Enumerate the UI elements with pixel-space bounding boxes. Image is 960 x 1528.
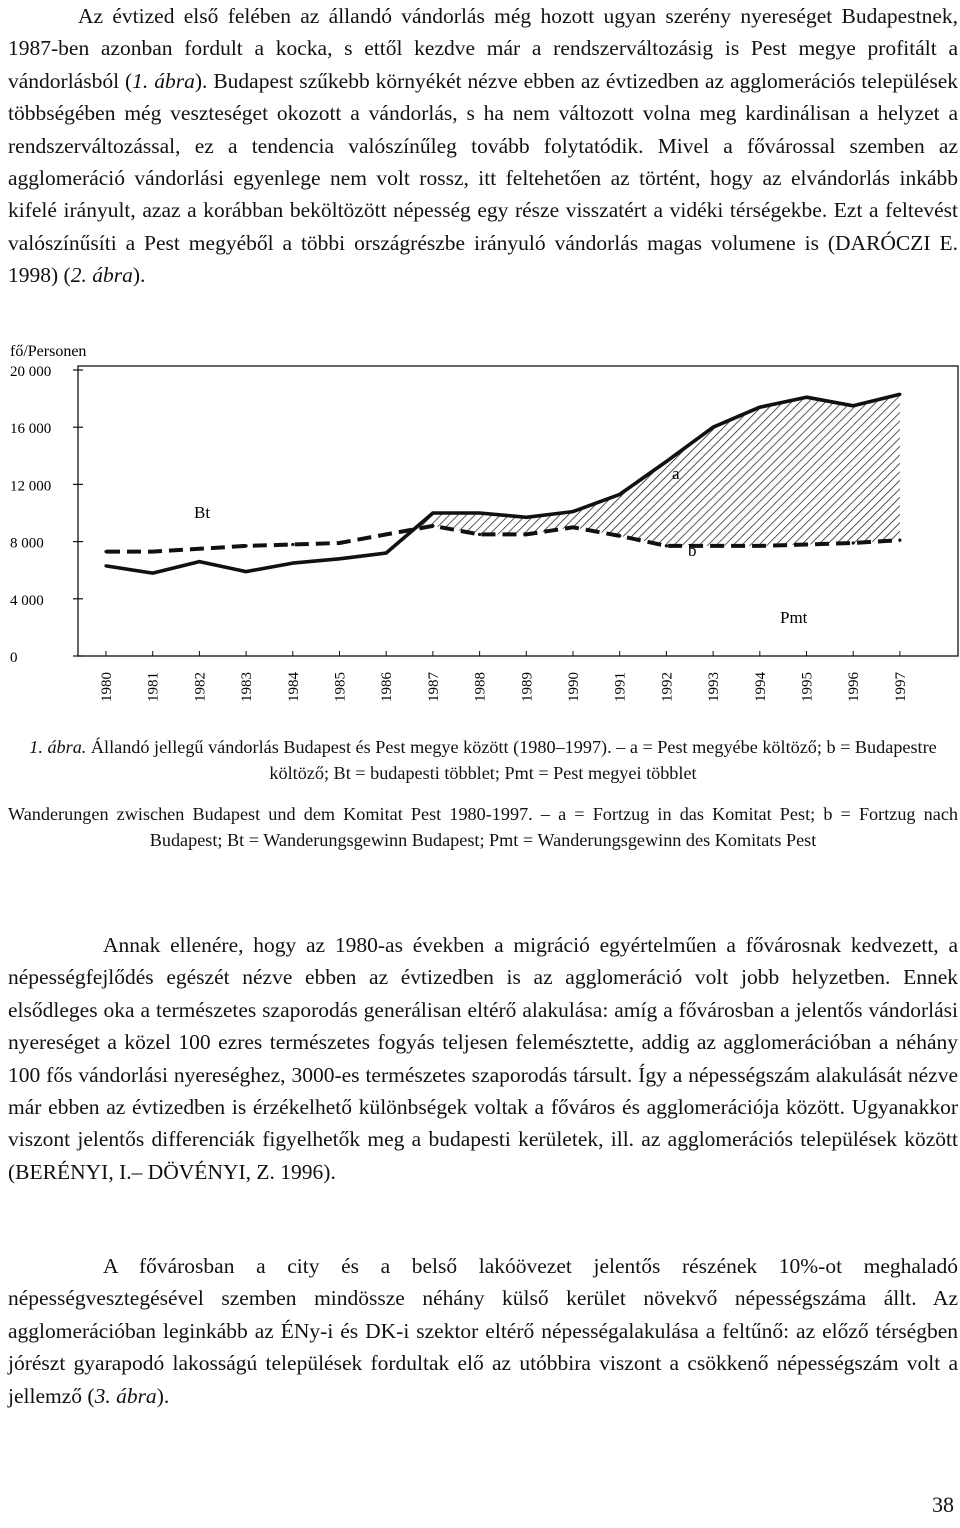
point-b-1992 [665, 544, 668, 547]
point-b-1987 [431, 524, 434, 527]
x-tick-label: 1991 [612, 672, 629, 702]
figure-caption-de: Wanderungen zwischen Budapest und dem Komitat Pest 1980-1997. – a = Fortzug in das Komitat Pest; b = Fortzug nach Budapest; Bt = Wanderungsgewinn Budapest; Pmt = Wanderungsgewinn des Komitats Pest [8, 804, 958, 850]
point-b-1995 [805, 543, 808, 546]
x-tick-label: 1982 [192, 672, 209, 702]
point-b-1993 [712, 544, 715, 547]
y-tick-label: 4 000 [10, 592, 44, 609]
point-b-1983 [245, 544, 248, 547]
x-tick-label: 1983 [239, 672, 256, 702]
x-tick-label: 1996 [846, 672, 863, 702]
y-tick-label: 0 [10, 650, 18, 666]
point-a-1992 [665, 460, 668, 463]
point-b-1986 [385, 533, 388, 536]
annotation-a: a [672, 464, 680, 483]
point-b-1996 [852, 541, 855, 544]
figure-ref-3: 3. ábra [94, 1383, 157, 1408]
p1-text-c: ). [132, 263, 146, 288]
x-tick-label: 1980 [99, 672, 115, 702]
y-axis-label: fő/Personen [10, 343, 87, 360]
point-a-1989 [525, 516, 528, 519]
x-tick-label: 1987 [425, 672, 442, 702]
point-a-1981 [151, 571, 154, 574]
caption-hu-text: Állandó jellegű vándorlás Budapest és Pest megye között (1980–1997). – a = Pest megyébe költöző; b = Budapestre költöző; Bt = budapesti többlet; Pmt = Pest megyei többlet [86, 737, 937, 783]
point-a-1983 [245, 570, 248, 573]
p3-text-a: A fővárosban a city és a belső lakóövezet jelentős részének 10%-ot meghaladó népességvesztegésével szemben mindössze néhány külső kerület növekvő népességszáma állt. Az agglomerációban leginkább az ÉNy-i és DK-i szektor eltérő népességalakulása a feltűnő: az előző térségben jórészt gyarapodó lakosságú települések fordultak elő az utóbbira viszont a csökkenő népességszám volt a jellemző ( [8, 1254, 958, 1408]
point-a-1982 [198, 560, 201, 563]
point-a-1994 [758, 406, 761, 409]
p1-text-b: ). Budapest szűkebb környékét nézve ebben az évtizedben az agglomerációs települések többségében még veszteséget okozott a vándorlás, s ha nem változott volna meg kardinálisan a helyzet a rendszerváltozással, ez a tendencia valószínűleg tovább folytatódik. Mivel a fővárossal szemben az agglomeráció vándorlási egyenlege nem volt rossz, itt feltehetően az történt, hogy az elvándorlás inkább kifelé irányult, azaz a korábban beköltözött népesség egy része visszatért a vidéki térségekbe. Ezt a feltevést valószínűsíti a Pest megyéből a többi országrészbe irányuló vándorlás magas volumene is (DARÓCZI E. 1998) ( [8, 68, 958, 288]
x-tick-label: 1993 [706, 672, 723, 702]
caption-label: 1. ábra. [29, 737, 87, 757]
x-tick-label: 1992 [659, 672, 676, 702]
hatched-surplus-area [853, 394, 900, 543]
point-b-1984 [291, 543, 294, 546]
paragraph-1 [8, 0, 958, 292]
x-tick-label: 1985 [332, 672, 349, 702]
page-number: 38 [932, 1492, 954, 1517]
y-tick-label: 12 000 [10, 478, 52, 495]
annotation-bt: Bt [194, 503, 211, 522]
figure-ref: 1. ábra [132, 68, 195, 93]
y-tick-label: 16 000 [10, 421, 52, 438]
annotation-b: b [688, 541, 697, 560]
point-a-1980 [104, 564, 107, 567]
paragraph-2: Annak ellenére, hogy az 1980-as években a migráció egyértelműen a fővárosnak kedvezett, a népességfejlődés egészét nézve ebben az évtizedben is az agglomeráció volt jobb helyzetben. Ennek elsődleges oka a természetes szaporodás generálisan eltérő alakulása: amíg a fővárosban a jelentős vándorlási nyereséget a közel 100 ezres természetes fogyás teljesen felemésztette, addig az agglomerációban a néhány 100 fős vándorlási nyereséghez, 3000-es természetes szaporodás társult. Így a népességszám alakulását nézve már ebben az évtizedben is érzékelhető különbségek voltak a főváros és agglomerációja között. Ugyanakkor viszont jelentős differenciák figyelhetők meg a budapesti kerületek, ill. az agglomerációs települések között (BERÉNYI, I.– DÖVÉNYI, Z. 1996). [8, 933, 958, 1184]
p3-text-b: ). [156, 1383, 170, 1408]
point-a-1990 [571, 510, 574, 513]
point-a-1985 [338, 557, 341, 560]
x-tick-label: 1997 [892, 672, 909, 702]
point-b-1991 [618, 534, 621, 537]
x-tick-label: 1988 [472, 672, 489, 702]
x-tick-label: 1990 [566, 672, 582, 702]
figure-caption-hu [8, 734, 958, 786]
point-b-1985 [338, 541, 341, 544]
x-tick-label: 1994 [752, 672, 769, 702]
hatched-surplus-area [760, 397, 807, 546]
point-a-1995 [805, 396, 808, 399]
point-a-1996 [852, 404, 855, 407]
x-tick-label: 1984 [285, 672, 302, 702]
point-a-1984 [291, 561, 294, 564]
paragraph-3 [8, 1250, 958, 1412]
point-b-1982 [198, 547, 201, 550]
point-a-1988 [478, 511, 481, 514]
point-a-1991 [618, 493, 621, 496]
point-a-1993 [712, 426, 715, 429]
annotation-pmt: Pmt [780, 608, 808, 627]
x-tick-label: 1986 [379, 672, 396, 702]
p1-text-a: Az évtized első felében az állandó vándorlás még hozott ugyan szerény nyereséget Budapestnek, 1987-ben azonban fordult a kocka, s ettől kezdve már a rendszerváltozásig is Pest megye profitált a vándorlásból ( [8, 4, 958, 93]
figure-ref-2: 2. ábra [70, 263, 133, 288]
point-a-1987 [431, 511, 434, 514]
hatched-surplus-area [807, 397, 854, 544]
point-b-1988 [478, 533, 481, 536]
point-b-1980 [104, 550, 107, 553]
point-b-1990 [571, 526, 574, 529]
point-b-1997 [898, 539, 901, 542]
point-a-1997 [898, 393, 901, 396]
y-tick-label: 8 000 [10, 535, 44, 552]
x-tick-label: 1995 [799, 672, 816, 702]
point-b-1994 [758, 544, 761, 547]
y-tick-label: 20 000 [10, 364, 52, 380]
x-tick-label: 1981 [145, 672, 162, 702]
hatched-surplus-area [713, 407, 760, 546]
point-a-1986 [385, 551, 388, 554]
x-tick-label: 1989 [519, 672, 536, 702]
point-b-1981 [151, 550, 154, 553]
migration-chart [0, 336, 960, 712]
point-b-1989 [525, 533, 528, 536]
